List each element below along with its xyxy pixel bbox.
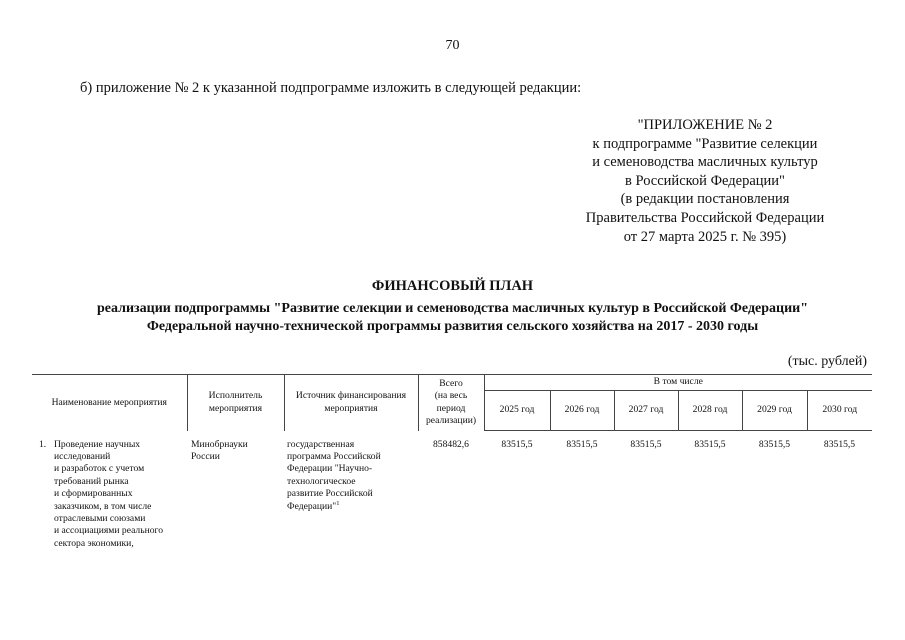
row-executor: Минобрнауки России: [191, 438, 248, 462]
table-row: [32, 431, 872, 551]
row-total: 858482,6: [433, 438, 469, 450]
intro-text: б) приложение № 2 к указанной подпрограмме изложить в следующей редакции:: [80, 80, 582, 96]
financial-plan-table: [32, 374, 872, 550]
header-year: 2029 год: [742, 391, 807, 431]
row-year-value: 83515,5: [501, 439, 533, 450]
header-year: 2025 год: [484, 391, 550, 431]
row-funding-source-text: государственная программа Российской Федерации "Научно- технологическое развитие Российской Федерации": [287, 438, 381, 512]
appendix-line: от 27 марта 2025 г. № 395): [623, 228, 787, 245]
header-name: Наименование мероприятия: [32, 375, 187, 431]
appendix-line: "ПРИЛОЖЕНИЕ № 2: [637, 117, 773, 133]
row-year-value: 83515,5: [694, 439, 726, 450]
row-year-value: 83515,5: [630, 439, 662, 450]
header-year: 2026 год: [550, 391, 614, 431]
header-including: В том числе: [484, 375, 872, 391]
header-source: Источник финансирования мероприятия: [284, 375, 418, 431]
footnote-marker: 1: [336, 499, 340, 507]
appendix-line: (в редакции постановления: [620, 191, 790, 208]
header-year: 2027 год: [614, 391, 678, 431]
subtitle-line: реализации подпрограммы "Развитие селекции и семеноводства масличных культур в Российской Федерации": [97, 301, 808, 316]
document-title: ФИНАНСОВЫЙ ПЛАН: [371, 278, 534, 294]
appendix-line: Правительства Российской Федерации: [585, 209, 825, 226]
header-year: 2028 год: [678, 391, 742, 431]
table-header: [32, 375, 872, 431]
header-total: Всего (на весь период реализации): [418, 375, 484, 431]
row-number: 1.: [39, 438, 47, 450]
header-year: 2030 год: [807, 391, 872, 431]
appendix-line: к подпрограмме "Развитие селекции: [592, 135, 818, 152]
appendix-line: и семеноводства масличных культур: [592, 154, 818, 171]
page-number: 70: [445, 38, 460, 53]
appendix-line: в Российской Федерации": [625, 172, 785, 189]
row-year-value: 83515,5: [758, 439, 791, 450]
row-activity-name: Проведение научных исследований и разработок с учетом требований рынка и сформированных заказчиком, в том числе отраслевыми союзами и ассоциациями реального сектора экономики,: [54, 438, 164, 549]
header-executor: Исполнитель мероприятия: [187, 375, 284, 431]
units-label: (тыс. рублей): [787, 354, 867, 369]
row-year-value: 83515,5: [566, 439, 598, 450]
appendix-header: [560, 116, 850, 246]
row-year-value: 83515,5: [823, 439, 856, 450]
document-subtitle: [0, 300, 905, 336]
subtitle-line: Федеральной научно-технической программы развития сельского хозяйства на 2017 - 2030 годы: [146, 319, 759, 334]
row-funding-source: [284, 431, 418, 551]
